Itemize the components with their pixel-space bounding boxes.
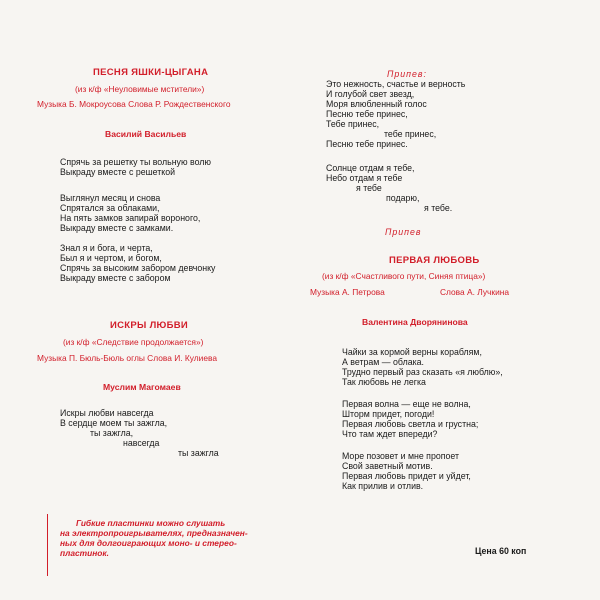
lyric-line: Трудно первый раз сказать «я люблю», — [342, 367, 503, 377]
lyric-line: Знал я и бога, и черта, — [60, 243, 153, 253]
lyric-line: ты зажгла — [178, 448, 219, 458]
footnote-line: пластинок. — [60, 548, 109, 558]
performer-name: Муслим Магомаев — [103, 382, 181, 392]
lyric-line: Выглянул месяц и снова — [60, 193, 161, 203]
lyric-line: навсегда — [123, 438, 160, 448]
lyric-line: Тебе принес, — [326, 119, 380, 129]
song-credits-words: Слова А. Лучкина — [440, 287, 510, 297]
lyric-line: А ветрам — облака. — [342, 357, 424, 367]
lyric-line: я тебе — [356, 183, 382, 193]
lyric-line: Выкраду вместе с решеткой — [60, 167, 176, 177]
lyric-line: Что там ждет впереди? — [342, 429, 438, 439]
lyric-line: Песню тебе принес, — [326, 109, 408, 119]
lyric-line: Шторм придет, погоди! — [342, 409, 435, 419]
film-note: (из к/ф «Неуловимые мстители») — [75, 84, 205, 94]
chorus-label: Припев — [385, 227, 422, 237]
song-title: ИСКРЫ ЛЮБВИ — [110, 320, 189, 331]
song-title: ПЕСНЯ ЯШКИ-ЦЫГАНА — [93, 67, 209, 78]
lyric-line: Солнце отдам я тебе, — [326, 163, 415, 173]
lyric-line: подарю, — [386, 193, 420, 203]
lyric-line: В сердце моем ты зажгла, — [60, 418, 168, 428]
lyric-line: Первая любовь светла и грустна; — [342, 419, 479, 429]
lyric-line: Море позовет и мне пропоет — [342, 451, 460, 461]
lyric-line: тебе принес, — [384, 129, 437, 139]
footnote — [47, 514, 278, 576]
lyric-line: Свой заветный мотив. — [342, 461, 433, 471]
lyric-line: я тебе. — [424, 203, 453, 213]
lyric-line: Так любовь не легка — [342, 377, 426, 387]
performer-name: Василий Васильев — [105, 129, 187, 139]
footnote-line: Гибкие пластинки можно слушать — [76, 518, 226, 528]
lyric-line: ты зажгла, — [90, 428, 134, 438]
lyric-line: На пять замков запирай вороного, — [60, 213, 201, 223]
lyric-line: Первая волна — еще не волна, — [342, 399, 471, 409]
lyric-line: Спрятался за облаками, — [60, 203, 160, 213]
film-note: (из к/ф «Счастливого пути, Синяя птица») — [322, 271, 486, 281]
lyric-line: Искры любви навсегда — [60, 408, 154, 418]
lyric-line: Выкраду вместе с замками. — [60, 223, 174, 233]
film-note: (из к/ф «Следствие продолжается») — [63, 337, 204, 347]
lyric-line: Песню тебе принес. — [326, 139, 408, 149]
lyric-line: Чайки за кормой верны кораблям, — [342, 347, 482, 357]
lyric-line: Небо отдам я тебе — [326, 173, 403, 183]
footnote-line: на электропроигрывателях, предназначен- — [60, 528, 248, 538]
lyric-line: Как прилив и отлив. — [342, 481, 424, 491]
footnote-line: ных для долгоиграющих моно- и стерео- — [60, 538, 237, 548]
price-label: Цена 60 коп — [475, 546, 527, 556]
lyric-line: Выкраду вместе с забором — [60, 273, 171, 283]
lyric-line: Был я и чертом, и богом, — [60, 253, 162, 263]
lyric-line: Первая любовь придет и уйдет, — [342, 471, 471, 481]
song-credits-music: Музыка А. Петрова — [310, 287, 385, 297]
lyric-line: Моря влюбленный голос — [326, 99, 427, 109]
song-title: ПЕРВАЯ ЛЮБОВЬ — [389, 255, 480, 266]
song-credits: Музыка П. Бюль-Бюль оглы Слова И. Кулиева — [37, 353, 218, 363]
chorus-label: Припев: — [387, 69, 427, 79]
lyric-line: И голубой свет звезд, — [326, 89, 415, 99]
lyric-line: Это нежность, счастье и верность — [326, 79, 466, 89]
performer-name: Валентина Дворянинова — [362, 317, 468, 327]
song-credits: Музыка Б. Мокроусова Слова Р. Рождественского — [37, 99, 231, 109]
lyric-line: Спрячь за высоким забором девчонку — [60, 263, 216, 273]
lyric-line: Спрячь за решетку ты вольную волю — [60, 157, 212, 167]
